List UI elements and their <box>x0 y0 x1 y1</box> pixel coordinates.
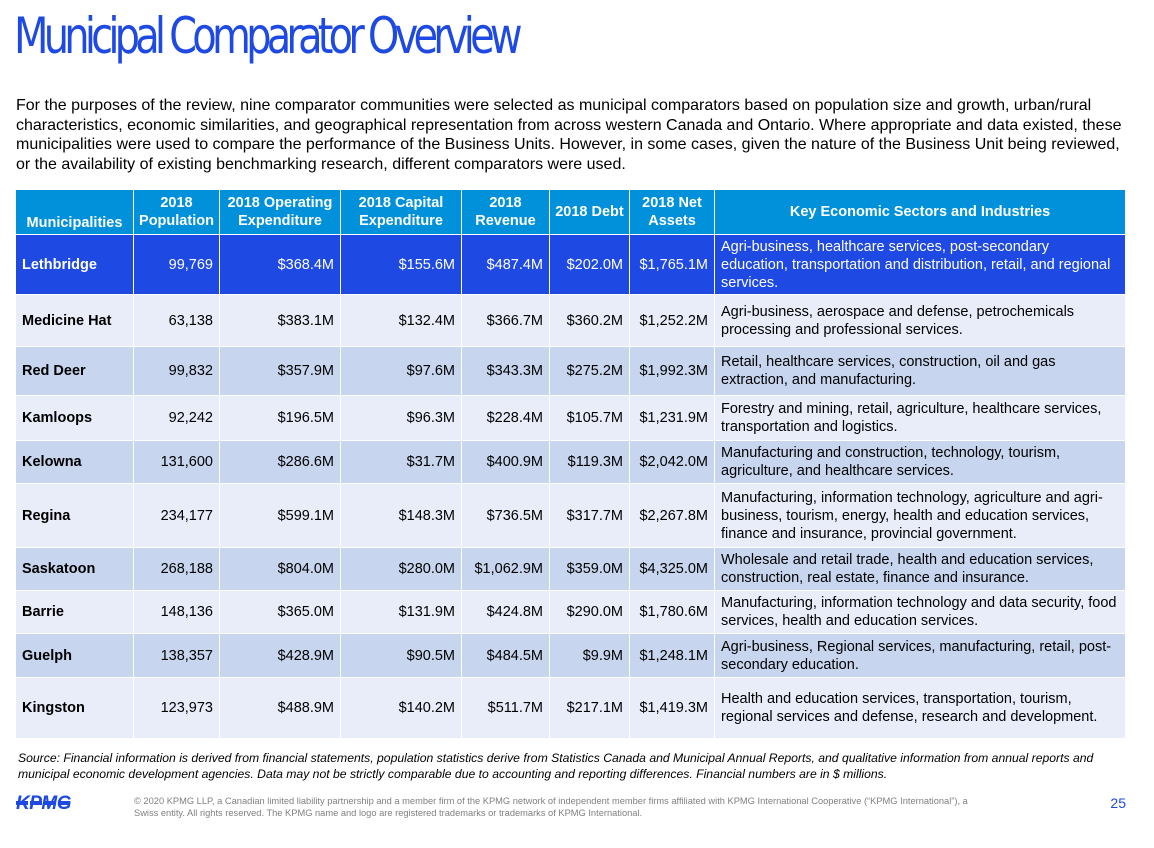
cell-name: Red Deer <box>16 347 134 396</box>
table-row <box>16 347 1126 396</box>
page-title: Municipal Comparator Overview <box>14 7 518 65</box>
cell-capex: $148.3M <box>341 484 462 548</box>
cell-debt: $119.3M <box>550 441 630 484</box>
cell-revenue: $228.4M <box>462 396 550 441</box>
header-revenue: 2018 Revenue <box>462 190 550 235</box>
cell-opex: $428.9M <box>220 634 341 678</box>
cell-population: 63,138 <box>134 295 220 347</box>
cell-debt: $105.7M <box>550 396 630 441</box>
source-note: Source: Financial information is derived from financial statements, population statistics derive from Statistics Canada and Municipal Annual Reports, and qualitative information from annual reports and municipal economic development agencies. Data may not be strictly comparable due to accounting and reporting differences. Financial numbers are in $ millions. <box>18 751 1094 781</box>
header-capex: 2018 Capital Expenditure <box>341 190 462 235</box>
cell-assets: $1,252.2M <box>630 295 715 347</box>
cell-sectors: Agri-business, aerospace and defense, petrochemicals processing and professional services. <box>715 295 1126 347</box>
cell-capex: $31.7M <box>341 441 462 484</box>
cell-population: 138,357 <box>134 634 220 678</box>
cell-assets: $1,992.3M <box>630 347 715 396</box>
header-debt: 2018 Debt <box>550 190 630 235</box>
cell-capex: $131.9M <box>341 591 462 634</box>
cell-assets: $1,765.1M <box>630 235 715 295</box>
cell-capex: $280.0M <box>341 548 462 591</box>
cell-sectors: Forestry and mining, retail, agriculture, healthcare services, transportation and logistics. <box>715 396 1126 441</box>
cell-debt: $290.0M <box>550 591 630 634</box>
cell-assets: $1,419.3M <box>630 678 715 739</box>
table-row <box>16 295 1126 347</box>
cell-population: 131,600 <box>134 441 220 484</box>
header-population: 2018 Population <box>134 190 220 235</box>
cell-opex: $286.6M <box>220 441 341 484</box>
cell-name: Barrie <box>16 591 134 634</box>
cell-capex: $140.2M <box>341 678 462 739</box>
intro-paragraph: For the purposes of the review, nine comparator communities were selected as municipal comparators based on population size and growth, urban/rural characteristics, economic similarities, and geographical representation from across western Canada and Ontario. Where appropriate and data existed, these municipalities were used to compare the performance of the Business Units. However, in some cases, given the nature of the Business Unit being reviewed, or the availability of existing benchmarking research, different comparators were used. <box>16 97 1122 173</box>
table-row <box>16 235 1126 295</box>
kpmg-logo: KPMG <box>16 793 71 814</box>
cell-debt: $217.1M <box>550 678 630 739</box>
cell-assets: $4,325.0M <box>630 548 715 591</box>
cell-revenue: $511.7M <box>462 678 550 739</box>
cell-assets: $2,267.8M <box>630 484 715 548</box>
cell-opex: $383.1M <box>220 295 341 347</box>
cell-sectors: Manufacturing, information technology and data security, food services, health and education services. <box>715 591 1126 634</box>
cell-sectors: Health and education services, transportation, tourism, regional services and defense, research and development. <box>715 678 1126 739</box>
table-row <box>16 634 1126 678</box>
table-row <box>16 548 1126 591</box>
cell-debt: $360.2M <box>550 295 630 347</box>
header-sectors: Key Economic Sectors and Industries <box>715 190 1126 235</box>
cell-sectors: Retail, healthcare services, construction, oil and gas extraction, and manufacturing. <box>715 347 1126 396</box>
cell-population: 234,177 <box>134 484 220 548</box>
cell-revenue: $736.5M <box>462 484 550 548</box>
cell-sectors: Wholesale and retail trade, health and education services, construction, real estate, finance and insurance. <box>715 548 1126 591</box>
cell-opex: $365.0M <box>220 591 341 634</box>
cell-revenue: $400.9M <box>462 441 550 484</box>
cell-sectors: Agri-business, healthcare services, post-secondary education, transportation and distribution, retail, and regional services. <box>715 235 1126 295</box>
cell-population: 148,136 <box>134 591 220 634</box>
page-number: 25 <box>1110 795 1126 811</box>
cell-debt: $9.9M <box>550 634 630 678</box>
table-row <box>16 591 1126 634</box>
cell-opex: $357.9M <box>220 347 341 396</box>
cell-opex: $804.0M <box>220 548 341 591</box>
header-municipalities: Municipalities <box>16 190 134 235</box>
cell-name: Kingston <box>16 678 134 739</box>
cell-capex: $97.6M <box>341 347 462 396</box>
copyright-notice: © 2020 KPMG LLP, a Canadian limited liability partnership and a member firm of the KPMG network of independent member firms affiliated with KPMG International Cooperative (“KPMG International”), a Swiss entity. All rights reserved. The KPMG name and logo are registered trademarks or trademarks of KPMG International. <box>134 796 968 818</box>
cell-assets: $1,231.9M <box>630 396 715 441</box>
cell-revenue: $343.3M <box>462 347 550 396</box>
cell-sectors: Agri-business, Regional services, manufacturing, retail, post-secondary education. <box>715 634 1126 678</box>
comparator-table <box>15 189 1126 739</box>
cell-revenue: $424.8M <box>462 591 550 634</box>
cell-revenue: $487.4M <box>462 235 550 295</box>
cell-assets: $2,042.0M <box>630 441 715 484</box>
cell-name: Kelowna <box>16 441 134 484</box>
cell-capex: $155.6M <box>341 235 462 295</box>
cell-population: 92,242 <box>134 396 220 441</box>
cell-capex: $132.4M <box>341 295 462 347</box>
header-opex: 2018 Operating Expenditure <box>220 190 341 235</box>
cell-name: Lethbridge <box>16 235 134 295</box>
cell-debt: $317.7M <box>550 484 630 548</box>
table-header-row <box>16 190 1126 235</box>
cell-opex: $599.1M <box>220 484 341 548</box>
table-row <box>16 678 1126 739</box>
cell-assets: $1,248.1M <box>630 634 715 678</box>
cell-name: Guelph <box>16 634 134 678</box>
cell-population: 268,188 <box>134 548 220 591</box>
cell-name: Kamloops <box>16 396 134 441</box>
cell-opex: $368.4M <box>220 235 341 295</box>
cell-population: 123,973 <box>134 678 220 739</box>
cell-opex: $488.9M <box>220 678 341 739</box>
table-row <box>16 441 1126 484</box>
cell-debt: $359.0M <box>550 548 630 591</box>
cell-capex: $90.5M <box>341 634 462 678</box>
cell-sectors: Manufacturing, information technology, agriculture and agri-business, tourism, energy, health and education services, finance and insurance, provincial government. <box>715 484 1126 548</box>
cell-debt: $275.2M <box>550 347 630 396</box>
cell-revenue: $366.7M <box>462 295 550 347</box>
header-assets: 2018 Net Assets <box>630 190 715 235</box>
cell-assets: $1,780.6M <box>630 591 715 634</box>
cell-debt: $202.0M <box>550 235 630 295</box>
table-row <box>16 484 1126 548</box>
cell-opex: $196.5M <box>220 396 341 441</box>
cell-sectors: Manufacturing and construction, technology, tourism, agriculture, and healthcare services. <box>715 441 1126 484</box>
table-row <box>16 396 1126 441</box>
cell-population: 99,769 <box>134 235 220 295</box>
cell-revenue: $1,062.9M <box>462 548 550 591</box>
cell-name: Regina <box>16 484 134 548</box>
cell-capex: $96.3M <box>341 396 462 441</box>
cell-revenue: $484.5M <box>462 634 550 678</box>
cell-population: 99,832 <box>134 347 220 396</box>
cell-name: Medicine Hat <box>16 295 134 347</box>
cell-name: Saskatoon <box>16 548 134 591</box>
